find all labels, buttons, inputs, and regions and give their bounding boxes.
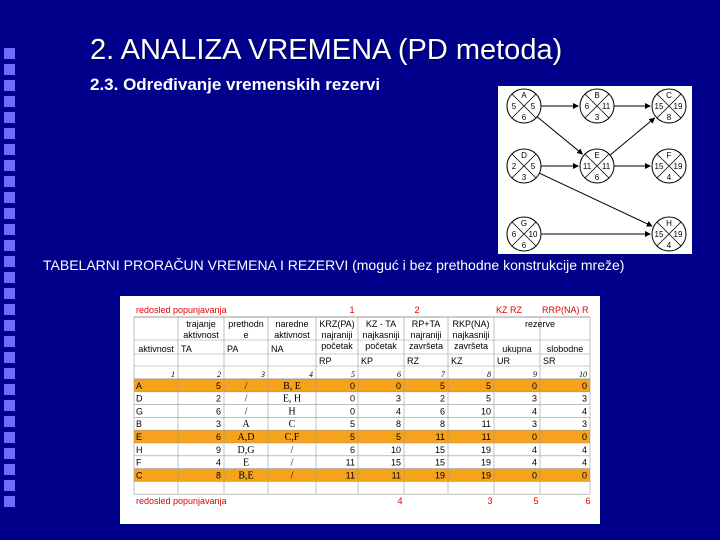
cell-predecessors: A (242, 419, 250, 431)
header-rkp: najkasniji (452, 330, 490, 340)
node-bottom-value: 4 (666, 173, 672, 182)
decorative-square (4, 448, 15, 459)
cell-activity: A (136, 380, 143, 391)
cell-successors: B, E (283, 380, 301, 392)
header-naredne: aktivnost (274, 330, 310, 340)
node-bottom-value: 4 (666, 241, 672, 250)
header-rp-ta: RP+TA (411, 319, 441, 329)
cell-rz: 19 (434, 470, 445, 481)
header-prethodne: prethodn (228, 319, 264, 329)
cell-kp: 0 (395, 380, 401, 391)
fill-order-5: 5 (533, 496, 539, 507)
header-slobodne: slobodne (546, 344, 584, 354)
decorative-square (4, 128, 15, 139)
cell-kz: 11 (481, 419, 491, 430)
cell-duration: 8 (215, 470, 221, 481)
cell-ur: 3 (531, 393, 537, 404)
rrp-label: RRP(NA) R (542, 305, 589, 315)
cell-duration: 2 (215, 393, 221, 404)
fill-order-3: 3 (487, 496, 493, 507)
kz-rz-label: KZ RZ (496, 305, 522, 315)
cell-ur: 0 (531, 380, 537, 391)
cell-predecessors: / (244, 406, 248, 418)
column-number: 5 (351, 370, 355, 379)
cell-sr: 4 (581, 444, 587, 455)
header-abbr: NA (271, 344, 284, 354)
cell-successors: E, H (282, 393, 302, 405)
cell-successors: / (290, 457, 294, 469)
table-caption: TABELARNI PRORAČUN VREMENA I REZERVI (moguć i bez prethodne konstrukcije mreže) (43, 257, 625, 273)
fill-order-label: redosled popunjavanja (136, 305, 227, 315)
node-bottom-value: 6 (594, 173, 600, 182)
decorative-square (4, 48, 15, 59)
decorative-square (4, 368, 15, 379)
cell-kz: 11 (481, 432, 491, 442)
cell-activity: E (136, 432, 143, 442)
decorative-square (4, 480, 15, 491)
cell-activity: D (136, 393, 143, 404)
cell-kz: 5 (485, 380, 491, 391)
cell-successors: / (290, 444, 294, 456)
cell-duration: 6 (215, 406, 221, 417)
header-naredne: naredne (275, 319, 309, 329)
cell-rz: 2 (439, 393, 445, 404)
cell-kp: 15 (390, 457, 401, 468)
header-krz: najraniji (321, 330, 353, 340)
header-rp-ta: završeta (408, 341, 444, 351)
cell-rz: 5 (439, 380, 445, 391)
cell-predecessors: B,E (238, 470, 254, 482)
critical-row-highlight (134, 469, 590, 482)
header-abbr: UR (497, 356, 510, 366)
fill-order-2: 2 (414, 305, 420, 315)
cell-kz: 19 (480, 457, 491, 468)
cell-kz: 19 (480, 444, 491, 455)
header-abbr: RP (319, 356, 332, 366)
node-bottom-value: 8 (666, 113, 672, 122)
column-number: 3 (261, 370, 265, 379)
node-left-value: 6 (511, 230, 517, 239)
node-mid-value: 10 (528, 230, 538, 239)
cell-rz: 15 (434, 457, 445, 468)
page-subtitle: 2.3. Određivanje vremenskih rezervi (90, 75, 381, 94)
cell-kp: 8 (395, 419, 401, 430)
header-abbr: SR (543, 356, 556, 366)
node-H (652, 217, 686, 251)
header-abbr: KP (361, 356, 374, 366)
decorative-square (4, 208, 15, 219)
cell-rp: 0 (349, 393, 355, 404)
cell-kz: 10 (480, 406, 491, 417)
decorative-square (4, 240, 15, 251)
cell-predecessors: / (244, 380, 248, 392)
decorative-square (4, 224, 15, 235)
header-krz: KRZ(PA) (319, 319, 355, 329)
column-number: 4 (309, 370, 313, 379)
header-trajanje: aktivnost (183, 330, 219, 340)
cell-predecessors: D,G (237, 444, 255, 456)
node-label: A (521, 91, 527, 100)
header-ukupna: ukupna (502, 344, 532, 354)
cell-duration: 9 (215, 444, 221, 455)
cell-rz: 8 (439, 419, 445, 430)
decorative-square (4, 416, 15, 427)
header-rkp: završeta (453, 341, 489, 351)
node-left-value: 15 (654, 102, 664, 111)
cell-rp: 11 (345, 457, 355, 468)
header-abbr: PA (227, 344, 239, 354)
cell-duration: 4 (215, 457, 221, 468)
fill-order-6: 6 (585, 496, 591, 507)
node-C (652, 89, 686, 123)
cell-activity: C (136, 470, 143, 481)
header-abbr: KZ (451, 356, 463, 366)
node-bottom-value: 6 (521, 241, 527, 250)
cell-sr: 4 (581, 457, 587, 468)
cell-sr: 0 (581, 380, 587, 391)
header-kz-ta: početak (365, 341, 397, 351)
node-label: C (666, 91, 672, 100)
cell-successors: H (288, 406, 296, 418)
node-A (507, 89, 541, 123)
cell-predecessors: / (244, 393, 248, 405)
cell-kz: 19 (480, 470, 491, 481)
network-diagram (498, 86, 692, 254)
cell-ur: 3 (531, 419, 537, 430)
node-E (580, 149, 614, 183)
cell-activity: H (136, 444, 143, 455)
cell-ur: 4 (531, 444, 537, 455)
cell-kp: 5 (395, 432, 401, 442)
node-mid-value: 19 (673, 162, 683, 171)
node-left-value: 11 (582, 162, 592, 171)
decorative-square (4, 192, 15, 203)
header-kz-ta: najkasniji (362, 330, 400, 340)
cell-activity: B (136, 419, 143, 430)
critical-row-highlight (134, 430, 590, 443)
header-krz: početak (321, 341, 353, 351)
decorative-square (4, 496, 15, 507)
column-number: 9 (533, 370, 537, 379)
cell-rp: 11 (345, 470, 355, 481)
header-rezerve: rezerve (524, 319, 556, 329)
node-mid-value: 19 (673, 102, 683, 111)
critical-row-highlight (134, 379, 590, 392)
calculation-table (120, 296, 600, 524)
node-mid-value: 5 (530, 162, 536, 171)
decorative-square (4, 96, 15, 107)
cell-rp: 0 (349, 380, 355, 391)
decorative-square (4, 288, 15, 299)
cell-kp: 4 (395, 406, 401, 417)
decorative-square (4, 304, 15, 315)
cell-rp: 5 (349, 432, 355, 442)
cell-activity: F (136, 457, 142, 468)
node-bottom-value: 3 (521, 173, 527, 182)
header-rkp: RKP(NA) (452, 319, 490, 329)
node-label: H (666, 219, 672, 228)
cell-sr: 4 (581, 406, 587, 417)
cell-rz: 15 (434, 444, 445, 455)
header-trajanje: trajanje (186, 319, 216, 329)
column-number: 8 (487, 370, 491, 379)
cell-ur: 0 (531, 432, 537, 442)
decorative-square (4, 176, 15, 187)
node-bottom-value: 3 (594, 113, 600, 122)
decorative-square (4, 336, 15, 347)
node-left-value: 5 (511, 102, 517, 111)
cell-kp: 10 (390, 444, 401, 455)
column-number: 10 (579, 370, 587, 379)
cell-activity: G (136, 406, 144, 417)
decorative-square (4, 400, 15, 411)
cell-ur: 4 (531, 406, 537, 417)
decorative-square (4, 256, 15, 267)
cell-sr: 3 (581, 393, 587, 404)
decorative-square (4, 432, 15, 443)
cell-kz: 5 (485, 393, 491, 404)
node-mid-value: 11 (601, 102, 611, 111)
cell-duration: 5 (215, 380, 221, 391)
cell-rz: 6 (439, 406, 445, 417)
cell-rp: 5 (349, 419, 355, 430)
node-label: B (594, 91, 600, 100)
cell-ur: 0 (531, 470, 537, 481)
cell-kp: 3 (395, 393, 401, 404)
decorative-square (4, 464, 15, 475)
header-abbr: TA (181, 344, 192, 354)
column-number: 2 (217, 370, 221, 379)
decorative-square (4, 160, 15, 171)
cell-duration: 3 (215, 419, 221, 430)
header-abbr: RZ (407, 356, 419, 366)
fill-order-label-bottom: redosled popunjavanja (136, 496, 227, 507)
cell-rp: 0 (349, 406, 355, 417)
column-number: 6 (397, 370, 401, 379)
header-prethodne: e (243, 330, 249, 340)
node-mid-value: 5 (530, 102, 536, 111)
node-left-value: 15 (654, 162, 664, 171)
node-D (507, 149, 541, 183)
cell-kp: 11 (391, 470, 401, 481)
cell-rz: 11 (435, 432, 445, 442)
page-title: 2. ANALIZA VREMENA (PD metoda) (90, 34, 563, 66)
node-F (652, 149, 686, 183)
cell-sr: 0 (581, 470, 587, 481)
fill-order-1: 1 (349, 305, 355, 315)
cell-predecessors: E (242, 457, 250, 469)
decorative-square-strip (0, 0, 20, 540)
node-left-value: 15 (654, 230, 664, 239)
cell-sr: 3 (581, 419, 587, 430)
cell-predecessors: A,D (237, 432, 255, 443)
decorative-square (4, 352, 15, 363)
decorative-square (4, 112, 15, 123)
node-bottom-value: 6 (521, 113, 527, 122)
node-mid-value: 19 (673, 230, 683, 239)
cell-successors: / (290, 470, 294, 482)
decorative-square (4, 80, 15, 91)
node-mid-value: 11 (601, 162, 611, 171)
column-number: 1 (171, 370, 175, 379)
node-G (507, 217, 541, 251)
decorative-square (4, 384, 15, 395)
cell-duration: 6 (215, 432, 221, 442)
decorative-square (4, 64, 15, 75)
decorative-square (4, 144, 15, 155)
header-kz-ta: KZ - TA (365, 319, 397, 329)
node-B (580, 89, 614, 123)
node-left-value: 6 (584, 102, 590, 111)
cell-successors: C (288, 419, 296, 431)
decorative-square (4, 272, 15, 283)
node-label: E (594, 151, 600, 160)
cell-rp: 6 (349, 444, 355, 455)
cell-successors: C,F (284, 432, 300, 443)
column-number: 7 (441, 370, 445, 379)
header-aktivnost: aktivnost (138, 344, 174, 354)
node-label: D (521, 151, 527, 160)
header-rp-ta: najraniji (410, 330, 442, 340)
cell-sr: 0 (581, 432, 587, 442)
node-label: F (666, 151, 672, 160)
node-left-value: 2 (511, 162, 517, 171)
cell-ur: 4 (531, 457, 537, 468)
fill-order-4: 4 (397, 496, 403, 507)
decorative-square (4, 320, 15, 331)
node-label: G (520, 219, 528, 228)
